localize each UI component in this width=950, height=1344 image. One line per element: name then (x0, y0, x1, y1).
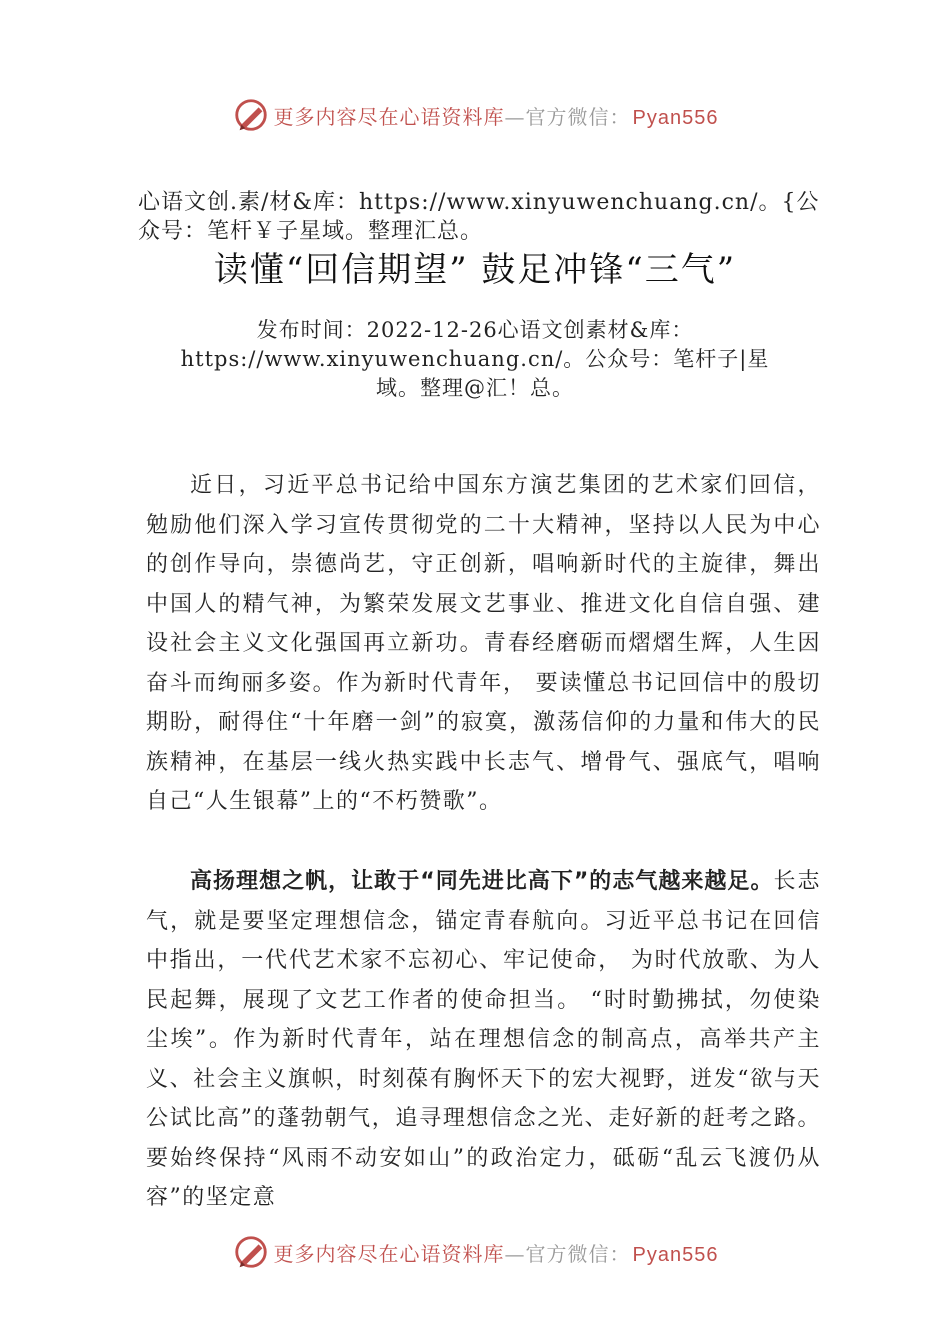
header-banner (0, 95, 950, 135)
publish-meta: 发布时间：2022-12-26心语文创素材&库：https://www.xinyuwenchuang.cn/。公众号：笔杆子|星域。整理@汇！总。 (180, 318, 770, 400)
pen-logo-icon (232, 1233, 270, 1271)
paragraph-intro: 近日，习近平总书记给中国东方演艺集团的艺术家们回信，勉励他们深入学习宣传贯彻党的二十大精神，坚持以人民为中心的创作导向，崇德尚艺，守正创新，唱响新时代的主旋律，舞出中国人的精气神，为繁荣发展文艺事业、推进文化自信自强、建设社会主义文化强国再立新功。青春经磨砺而熠熠生辉，人生因奋斗而绚丽多姿。作为新时代青年， 要读懂总书记回信中的殷切期盼，耐得住“十年磨一剑”的寂寞，激荡信仰的力量和伟大的民族精神，在基层一线火热实践中长志气、增骨气、强底气，唱响自己“人生银幕”上的“不朽赞歌”。 (146, 473, 821, 814)
banner-separator-label: —官方微信： (504, 104, 631, 129)
footer-banner (0, 1232, 950, 1272)
banner-wechat-id: Pyan556 (632, 1243, 719, 1266)
paragraph-aspiration (146, 862, 821, 1218)
pen-logo-icon (232, 96, 270, 134)
banner-separator-label: —官方微信： (504, 1241, 631, 1266)
paragraph-heading: 高扬理想之帆，让敢于“同先进比高下”的志气越来越足。 (190, 869, 774, 894)
banner-wechat-id: Pyan556 (632, 106, 719, 129)
banner-text (274, 1238, 719, 1267)
banner-text (274, 101, 719, 130)
source-line: 心语文创.素/材&库：https://www.xinyuwenchuang.cn/。{公众号：笔杆￥子星域。整理汇总。 (138, 190, 820, 244)
page-title: 读懂“回信期望” 鼓足冲锋“三气” (213, 250, 737, 290)
banner-main-label: 更多内容尽在心语资料库 (273, 104, 505, 129)
paragraph-body: 长志气，就是要坚定理想信念，锚定青春航向。习近平总书记在回信中指出，一代代艺术家不忘初心、牢记使命， 为时代放歌、为人民起舞，展现了文艺工作者的使命担当。 “时时勤拂拭，勿使染尘埃”。作为新时代青年，站在理想信念的制高点，高举共产主义、社会主义旗帜，时刻葆有胸怀天下的宏大视野，迸发“欲与天公试比高”的蓬勃朝气，追寻理想信念之光、走好新的赶考之路。要始终保持“风雨不动安如山”的政治定力，砥砺“乱云飞渡仍从容”的坚定意 (146, 869, 821, 1210)
banner-main-label: 更多内容尽在心语资料库 (273, 1241, 505, 1266)
